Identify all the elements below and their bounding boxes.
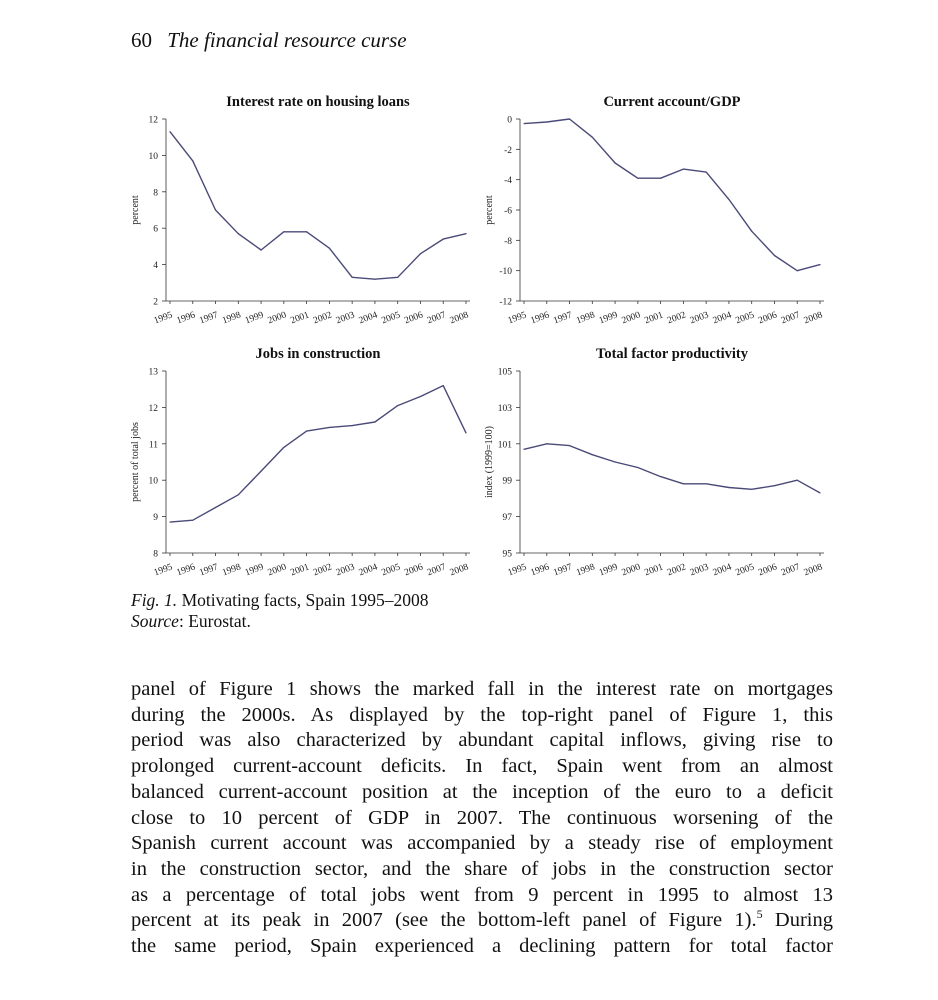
x-tick-label: 2000	[266, 310, 288, 327]
data-point	[523, 449, 524, 450]
body-line: panel of Figure 1 shows the marked fall in the interest rate on mortgages	[131, 678, 833, 700]
body-line: during the 2000s. As displayed by the top-right panel of Figure 1, this	[131, 703, 833, 726]
data-point	[592, 137, 593, 138]
y-tick-label: 12	[148, 403, 158, 414]
x-tick-label: 1995	[506, 310, 529, 327]
x-tick-label: 1997	[198, 562, 220, 579]
data-point	[352, 425, 353, 426]
x-tick-label: 2000	[266, 562, 288, 579]
body-line: in the construction sector, and the share of jobs in the construction sector	[131, 857, 833, 880]
y-tick-label: 4	[153, 261, 158, 272]
chart-svg	[128, 86, 480, 336]
x-tick-label: 2001	[289, 562, 311, 579]
y-tick-label: 8	[153, 188, 158, 199]
x-tick-label: 2004	[711, 310, 733, 327]
x-tick-label: 1998	[221, 310, 243, 327]
chart-svg	[482, 86, 834, 336]
body-line: prolonged current-account deficits. In fact, Spain went from an almost	[131, 755, 833, 778]
data-point	[819, 264, 820, 265]
y-tick-label: -8	[504, 236, 512, 247]
x-tick-label: 2007	[779, 562, 802, 579]
data-point	[169, 131, 170, 132]
x-tick-label: 2007	[425, 562, 448, 579]
y-axis-label: index (1999=100)	[484, 425, 495, 499]
data-point	[238, 494, 239, 495]
data-point	[637, 467, 638, 468]
x-tick-label: 1999	[243, 562, 266, 579]
y-tick-label: 2	[153, 297, 158, 308]
y-tick-label: 99	[502, 476, 512, 487]
data-point	[329, 427, 330, 428]
y-tick-label: 10	[148, 476, 158, 487]
x-tick-label: 1997	[552, 562, 574, 579]
chart-title: Total factor productivity	[596, 346, 748, 362]
data-point	[797, 270, 798, 271]
y-tick-label: 13	[148, 367, 158, 378]
chart-title: Interest rate on housing loans	[226, 94, 410, 110]
x-tick-label: 1996	[175, 562, 197, 579]
y-tick-label: 0	[507, 115, 512, 126]
y-axis-label: percent of total jobs	[130, 422, 141, 502]
y-tick-label: 12	[148, 115, 158, 126]
chart-current-account	[482, 86, 834, 336]
x-tick-label: 2002	[666, 310, 688, 327]
caption-source-line	[131, 611, 429, 632]
data-point	[215, 209, 216, 210]
x-tick-label: 2000	[620, 310, 642, 327]
y-tick-label: 105	[497, 367, 512, 378]
x-tick-label: 1999	[597, 562, 620, 579]
y-tick-label: 95	[502, 549, 512, 560]
body-line: period was also characterized by abundant capital inflows, giving rise to	[131, 729, 833, 752]
data-point	[192, 520, 193, 521]
caption-fig-label: Fig. 1.	[131, 590, 178, 610]
data-point	[569, 118, 570, 119]
chart-jobs-construction	[128, 338, 480, 588]
data-point	[751, 489, 752, 490]
body-line: Spanish current account was accompanied by a steady rise of employment	[131, 832, 833, 855]
x-tick-label: 2005	[380, 310, 402, 327]
data-point	[420, 396, 421, 397]
x-tick-label: 1996	[529, 562, 551, 579]
body-line: balanced current-account position at the inception of the euro to a deficit	[131, 780, 833, 803]
x-tick-label: 2004	[357, 562, 379, 579]
x-tick-label: 2006	[403, 310, 425, 327]
x-tick-label: 1996	[529, 310, 551, 327]
y-tick-label: -4	[504, 176, 512, 187]
x-tick-label: 1997	[552, 310, 574, 327]
chart-svg	[482, 338, 834, 588]
data-point	[329, 248, 330, 249]
body-paragraph	[131, 677, 833, 960]
body-line: close to 10 percent of GDP in 2007. The continuous worsening of the	[131, 806, 833, 829]
data-point	[420, 253, 421, 254]
data-point	[523, 123, 524, 124]
y-tick-label: 10	[148, 151, 158, 162]
data-point	[683, 483, 684, 484]
x-tick-label: 2006	[757, 310, 779, 327]
x-tick-label: 2006	[403, 562, 425, 579]
data-point	[169, 521, 170, 522]
x-tick-label: 1999	[597, 310, 620, 327]
data-point	[306, 231, 307, 232]
x-tick-label: 2003	[334, 562, 357, 579]
data-point	[728, 487, 729, 488]
data-point	[192, 160, 193, 161]
data-point	[706, 171, 707, 172]
x-tick-label: 2006	[757, 562, 779, 579]
series-line	[170, 132, 466, 280]
data-point	[819, 492, 820, 493]
data-point	[397, 277, 398, 278]
data-point	[443, 239, 444, 240]
data-point	[797, 480, 798, 481]
body-line-tail: During	[762, 909, 833, 932]
data-point	[443, 385, 444, 386]
x-tick-label: 2004	[357, 310, 379, 327]
series-line	[524, 119, 820, 271]
data-point	[215, 507, 216, 508]
y-tick-label: -2	[504, 145, 512, 156]
x-tick-label: 1999	[243, 310, 266, 327]
data-point	[260, 249, 261, 250]
y-tick-label: 6	[153, 224, 158, 235]
data-point	[238, 233, 239, 234]
x-tick-label: 2008	[448, 562, 471, 579]
running-title: The financial resource curse	[167, 28, 407, 52]
body-line-with-footnote	[131, 908, 833, 934]
data-point	[614, 461, 615, 462]
data-point	[260, 471, 261, 472]
y-tick-label: -12	[499, 297, 512, 308]
running-header	[131, 28, 407, 53]
data-point	[660, 476, 661, 477]
data-point	[751, 231, 752, 232]
series-line	[524, 444, 820, 493]
data-point	[465, 233, 466, 234]
data-point	[637, 178, 638, 179]
body-line-text: percent at its peak in 2007 (see the bottom-left panel of Figure 1).	[131, 909, 757, 932]
series-line	[170, 386, 466, 522]
y-tick-label: -6	[504, 206, 512, 217]
data-point	[283, 447, 284, 448]
x-tick-label: 1997	[198, 310, 220, 327]
y-tick-label: 101	[497, 440, 512, 451]
page-number: 60	[131, 28, 152, 52]
y-tick-label: 11	[148, 440, 158, 451]
caption-source-label: Source	[131, 611, 179, 631]
x-tick-label: 2007	[425, 310, 448, 327]
x-tick-label: 1998	[575, 562, 597, 579]
data-point	[660, 178, 661, 179]
x-tick-label: 2003	[688, 562, 711, 579]
x-tick-label: 2007	[779, 310, 802, 327]
data-point	[546, 443, 547, 444]
footnote-mark: 5	[756, 908, 763, 922]
chart-interest-rate	[128, 86, 480, 336]
x-tick-label: 2001	[643, 310, 665, 327]
chart-title: Jobs in construction	[255, 346, 381, 362]
chart-tfp	[482, 338, 834, 588]
x-tick-label: 2001	[643, 562, 665, 579]
data-point	[569, 445, 570, 446]
data-point	[614, 162, 615, 163]
x-tick-label: 2002	[312, 562, 334, 579]
body-line: the same period, Spain experienced a declining pattern for total factor	[131, 935, 833, 958]
x-tick-label: 2008	[802, 310, 825, 327]
x-tick-label: 1995	[506, 562, 529, 579]
y-axis-label: percent	[484, 195, 495, 225]
x-tick-label: 1998	[221, 562, 243, 579]
figure-caption	[131, 590, 429, 632]
y-axis-label: percent	[130, 195, 141, 225]
y-tick-label: -10	[499, 267, 512, 278]
x-tick-label: 2008	[802, 562, 825, 579]
x-tick-label: 1996	[175, 310, 197, 327]
data-point	[728, 199, 729, 200]
x-tick-label: 1995	[152, 310, 175, 327]
data-point	[706, 483, 707, 484]
x-tick-label: 2004	[711, 562, 733, 579]
x-tick-label: 2002	[666, 562, 688, 579]
x-tick-label: 2005	[734, 310, 756, 327]
caption-title-line	[131, 590, 429, 611]
data-point	[683, 168, 684, 169]
y-tick-label: 103	[497, 403, 512, 414]
data-point	[306, 430, 307, 431]
data-point	[283, 231, 284, 232]
data-point	[774, 255, 775, 256]
data-point	[374, 421, 375, 422]
x-tick-label: 2008	[448, 310, 471, 327]
x-tick-label: 2001	[289, 310, 311, 327]
data-point	[774, 485, 775, 486]
caption-fig-text: Motivating facts, Spain 1995–2008	[181, 590, 429, 610]
body-line: as a percentage of total jobs went from 9 percent in 1995 to almost 13	[131, 883, 833, 906]
x-tick-label: 2003	[688, 310, 711, 327]
y-tick-label: 9	[153, 513, 158, 524]
chart-svg	[128, 338, 480, 588]
data-point	[397, 405, 398, 406]
x-tick-label: 1998	[575, 310, 597, 327]
chart-title: Current account/GDP	[603, 94, 741, 110]
x-tick-label: 2005	[380, 562, 402, 579]
data-point	[546, 121, 547, 122]
data-point	[374, 279, 375, 280]
data-point	[352, 277, 353, 278]
x-tick-label: 2003	[334, 310, 357, 327]
x-tick-label: 2005	[734, 562, 756, 579]
data-point	[592, 454, 593, 455]
x-tick-label: 2000	[620, 562, 642, 579]
y-tick-label: 8	[153, 549, 158, 560]
data-point	[465, 432, 466, 433]
caption-source-text: : Eurostat.	[178, 611, 251, 631]
x-tick-label: 2002	[312, 310, 334, 327]
x-tick-label: 1995	[152, 562, 175, 579]
y-tick-label: 97	[502, 513, 512, 524]
